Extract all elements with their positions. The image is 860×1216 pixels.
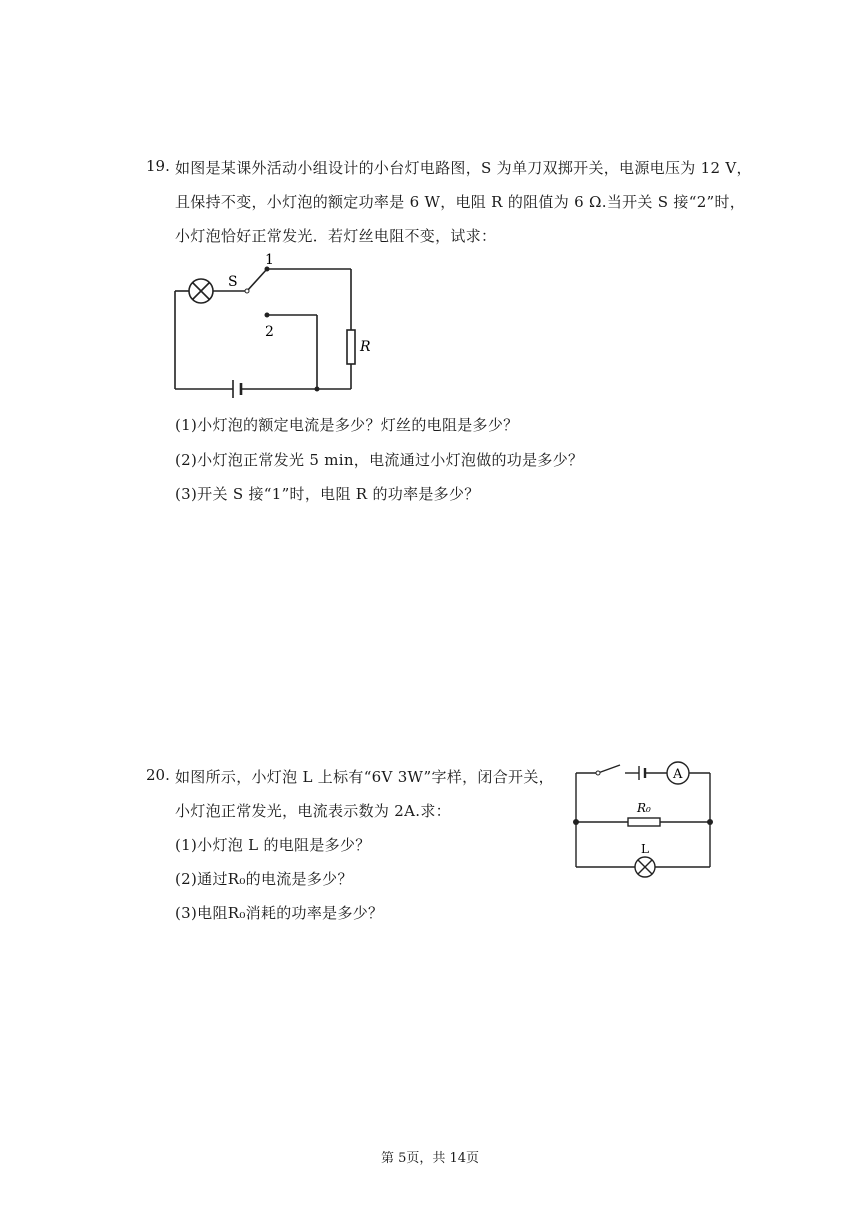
question-20-number: 20. (146, 766, 170, 784)
question-19-number: 19. (146, 157, 170, 175)
question-19-circuit-diagram (160, 250, 380, 400)
question-20-sub-1: (1)小灯泡 L 的电阻是多少？ (175, 836, 371, 854)
terminal-2-label: 2 (265, 324, 274, 340)
question-19-sub-3: (3)开关 S 接“1”时，电阻 R 的功率是多少？ (175, 485, 480, 503)
switch-blade (247, 269, 267, 291)
terminal-1-label: 1 (265, 252, 274, 268)
question-19-sub-1: (1)小灯泡的额定电流是多少？灯丝的电阻是多少？ (175, 416, 519, 434)
ammeter-label: A (673, 767, 683, 782)
question-19-sub-2: (2)小灯泡正常发光 5 min，电流通过小灯泡做的功是多少？ (175, 451, 584, 469)
question-20-circuit-diagram (565, 755, 720, 880)
question-19-line-3: 小灯泡恰好正常发光．若灯丝电阻不变，试求： (175, 227, 497, 245)
question-20-line-2: 小灯泡正常发光，电流表示数为 2A.求： (175, 802, 451, 820)
question-20-sub-2: (2)通过R₀的电流是多少？ (175, 870, 353, 888)
question-20-line-1: 如图所示，小灯泡 L 上标有“6V 3W”字样，闭合开关， (175, 768, 554, 786)
switch-blade (598, 765, 620, 773)
resistor-label: R₀ (637, 801, 651, 815)
lamp-label: L (641, 842, 649, 856)
question-20-sub-3: (3)电阻R₀消耗的功率是多少？ (175, 904, 384, 922)
question-19-line-2: 且保持不变，小灯泡的额定功率是 6 W，电阻 R 的阻值为 6 Ω.当开关 S 接“2”时， (175, 193, 746, 211)
resistor-R (347, 330, 355, 364)
page-footer: 第 5页，共 14页 (380, 1151, 480, 1166)
switch-label: S (228, 274, 238, 290)
resistor-label: R (360, 339, 371, 355)
resistor-R0 (628, 818, 660, 826)
question-19-line-1: 如图是某课外活动小组设计的小台灯电路图，S 为单刀双掷开关，电源电压为 12 V， (175, 159, 752, 177)
